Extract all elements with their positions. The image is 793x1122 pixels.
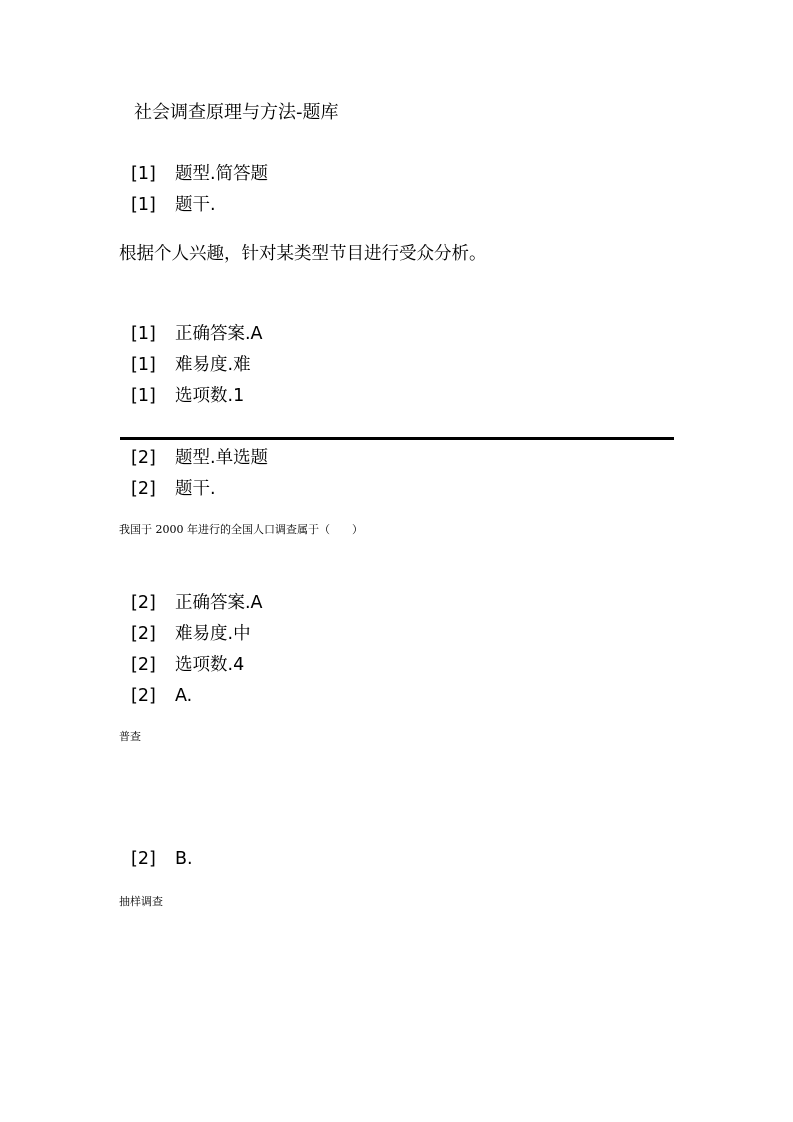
q1-index: [1]: [131, 324, 156, 344]
q2-index: [2]: [131, 849, 156, 869]
q1-index: [1]: [131, 355, 156, 375]
q2-difficulty: 难易度.中: [175, 624, 251, 644]
q2-index: [2]: [131, 655, 156, 675]
q1-index: [1]: [131, 164, 156, 184]
q1-stem: 根据个人兴趣，针对某类型节目进行受众分析。: [119, 244, 487, 264]
q2-stem: 我国于 2000 年进行的全国人口调查属于（ ）: [119, 523, 363, 536]
q2-option-b-text: 抽样调查: [119, 895, 163, 908]
q1-stem-label: 题干.: [175, 195, 216, 215]
q2-option-a-text: 普查: [119, 730, 141, 743]
q2-index: [2]: [131, 593, 156, 613]
question-divider: [120, 437, 674, 440]
document-title: 社会调查原理与方法-题库: [134, 102, 339, 123]
q2-option-a-label: A.: [175, 686, 193, 706]
q1-option-count: 选项数.1: [175, 386, 245, 406]
q2-option-count: 选项数.4: [175, 655, 245, 675]
q2-index: [2]: [131, 448, 156, 468]
q2-answer: 正确答案.A: [175, 593, 263, 613]
q1-type: 题型.简答题: [175, 164, 269, 184]
q2-index: [2]: [131, 686, 156, 706]
q1-answer: 正确答案.A: [175, 324, 263, 344]
q2-option-b-label: B.: [175, 849, 193, 869]
q2-stem-label: 题干.: [175, 479, 216, 499]
q2-index: [2]: [131, 479, 156, 499]
q1-index: [1]: [131, 386, 156, 406]
q1-difficulty: 难易度.难: [175, 355, 251, 375]
q1-index: [1]: [131, 195, 156, 215]
q2-index: [2]: [131, 624, 156, 644]
q2-type: 题型.单选题: [175, 448, 269, 468]
